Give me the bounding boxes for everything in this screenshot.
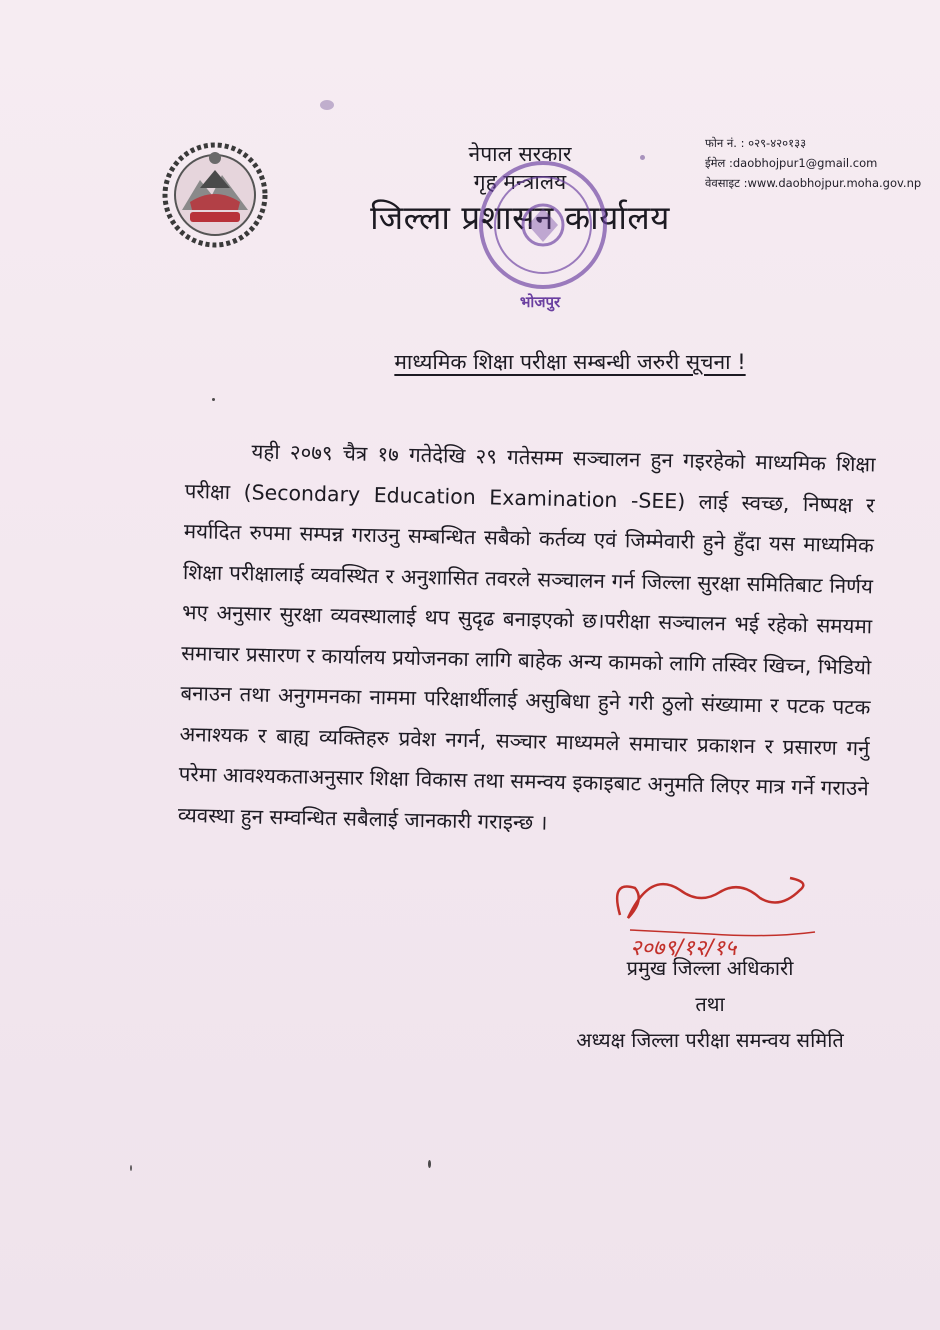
contact-info: [705, 133, 930, 193]
handwritten-signature: [590, 860, 820, 960]
scan-speck: [212, 398, 215, 401]
stamp-place-name: भोजपुर: [519, 293, 561, 311]
signatory-committee-title: अध्यक्ष जिल्ला परीक्षा समन्वय समिति: [576, 1028, 844, 1052]
ministry-name: गृह मन्त्रालय: [473, 170, 567, 194]
scan-speck: [130, 1165, 132, 1171]
signatory-block: [520, 950, 900, 1058]
notice-subject: माध्यमिक शिक्षा परीक्षा सम्बन्धी जरुरी सूचना !: [394, 350, 746, 374]
scan-speck: [320, 100, 334, 110]
email-address: ईमेल :daobhojpur1@gmail.com: [705, 156, 878, 170]
phone-number: फोन नं. : ०२९-४२०१३३: [705, 136, 807, 150]
notice-body-text: यही २०७९ चैत्र १७ गतेदेखि २९ गतेसम्म सञ्चालन हुन गइरहेको माध्यमिक शिक्षा परीक्षा (Secondary Education Examination -SEE) लाई स्वच्छ, निष्पक्ष र मर्यादित रुपमा सम्पन्न गराउनु सम्बन्धित सबैको कर्तव्य एवं जिम्मेवारी हुने हुँदा यस माध्यमिक शिक्षा परीक्षालाई व्यवस्थित र अनुशासित तवरले सञ्चालन गर्न जिल्ला सुरक्षा समितिबाट निर्णय भए अनुसार सुरक्षा व्यवस्थालाई थप सुदृढ बनाइएको छ।परीक्षा सञ्चालन भई रहेको समयमा समाचार प्रसारण र कार्यालय प्रयोजनका लागि बाहेक अन्य कामको लागि तस्विर खिच्न, भिडियो बनाउन तथा अनुगमनका नाममा परिक्षार्थीलाई असुबिधा हुने गरी ठुलो संख्यामा र पटक पटक अनाश्यक र बाह्य व्यक्तिहरु प्रवेश नगर्न, सञ्चार माध्यमले समाचार प्रकाशन र प्रसारण गर्नु परेमा आवश्यकताअनुसार शिक्षा विकास तथा समन्वय इकाइबाट अनुमति लिएर मात्र गर्ने गराउने व्यवस्था हुन सम्वन्धित सबैलाई जानकारी गराइन्छ ।: [177, 439, 876, 835]
nepal-emblem-icon: [160, 140, 270, 250]
government-name: नेपाल सरकार: [468, 142, 572, 166]
svg-text:२०७९/१२/१५: २०७९/१२/१५: [630, 936, 737, 960]
signatory-title: प्रमुख जिल्ला अधिकारी: [626, 956, 794, 980]
notice-body: [178, 430, 876, 849]
website-address: वेवसाइट :www.daobhojpur.moha.gov.np: [705, 176, 922, 190]
office-stamp-icon: [468, 150, 618, 300]
scan-speck: [640, 155, 645, 160]
scan-speck: [428, 1160, 431, 1168]
signatory-conjunction: तथा: [695, 992, 725, 1016]
office-name: जिल्ला प्रशासन कार्यालय: [370, 198, 670, 237]
